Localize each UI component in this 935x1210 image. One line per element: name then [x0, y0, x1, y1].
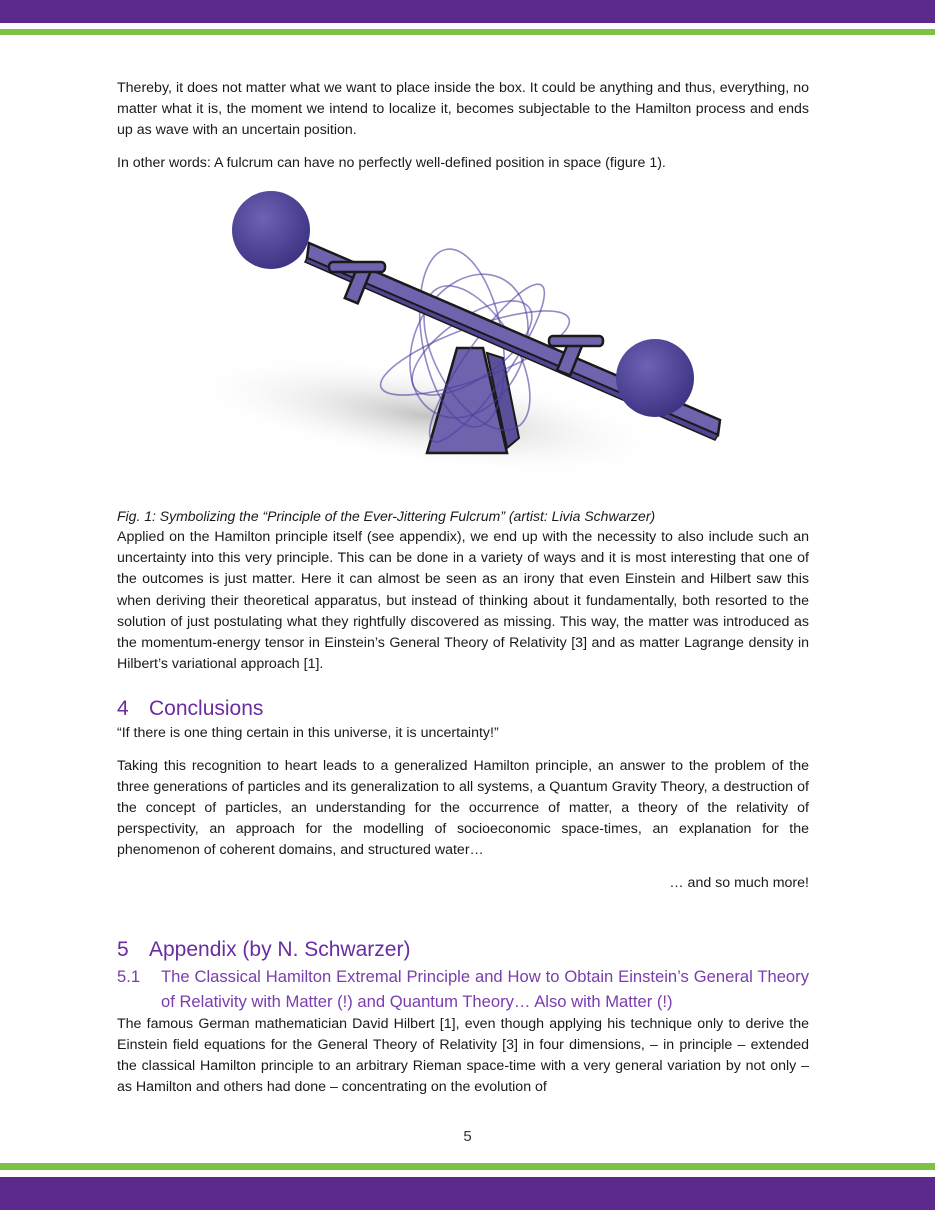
- header-purple-band: [0, 0, 935, 23]
- footer-green-stripe: [0, 1163, 935, 1170]
- section-heading-appendix: [117, 936, 809, 964]
- closing-line: … and so much more!: [669, 874, 809, 891]
- figure-1: [117, 188, 809, 506]
- paragraph: Taking this recognition to heart leads to a generalized Hamilton principle, an answer to the problem of the three generations of particles and its generalization to all systems, a Quantum Gravity Theory, a destruction of the concept of particles, an understanding for the occurrence of matter, a theory of the relativity of perspectivity, an approach for the modelling of socioeconomic space-times, an explanation for the phenomenon of coherent domains, and structured water…: [117, 757, 809, 859]
- subsection-heading-5-1: [117, 964, 809, 1014]
- paragraph: The famous German mathematician David Hilbert [1], even though applying his technique only to derive the Einstein field equations for the General Theory of Relativity [3] in four dimensions, – in principle – extended the classical Hamilton principle to an arbitrary Rieman space-time with a very general variation by not only – as Hamilton and others had done – concentrating on the evolution of: [117, 1015, 809, 1096]
- section-number: 4: [117, 697, 129, 721]
- figure-caption: Fig. 1: Symbolizing the “Principle of the Ever-Jittering Fulcrum” (artist: Livia Schwarzer): [117, 507, 656, 524]
- quote: “If there is one thing certain in this universe, it is uncertainty!”: [117, 725, 499, 742]
- right-ball: [616, 339, 694, 417]
- subsection-number: 5.1: [117, 966, 141, 986]
- footer-purple-band: [0, 1177, 935, 1210]
- seesaw-illustration: [157, 188, 757, 506]
- section-number: 5: [117, 937, 129, 961]
- paragraph: In other words: A fulcrum can have no perfectly well-defined position in space (figure 1).: [117, 154, 666, 171]
- paragraph: Thereby, it does not matter what we want to place inside the box. It could be anything and thus, everything, no matter what it is, the moment we intend to localize it, becomes subjectable to the Hamilton process and ends up as wave with an uncertain position.: [117, 80, 809, 139]
- header-green-stripe: [0, 29, 935, 35]
- page-number: 5: [463, 1128, 472, 1145]
- section-title: Conclusions: [149, 697, 264, 721]
- left-ball: [232, 191, 310, 269]
- subsection-title: The Classical Hamilton Extremal Principle and How to Obtain Einstein’s General Theory of Relativity with Matter (!) and Quantum Theory… Also with Matter (!): [161, 966, 809, 1011]
- section-heading-conclusions: [117, 695, 809, 723]
- page-content: [117, 78, 809, 1099]
- paragraph: Applied on the Hamilton principle itself (see appendix), we end up with the necessity to also include such an uncertainty into this very principle. This can be done in a variety of ways and it is most interesting that one of the outcomes is just matter. Here it can almost be seen as an irony that even Einstein and Hilbert saw this when deriving their theoretical apparatus, but instead of thinking about it fundamentally, both resorted to the solution of just postulating what they rightfully discovered as missing. This way, the matter was introduced as the momentum-energy tensor in Einstein’s General Theory of Relativity [3] and as matter Lagrange density in Hilbert’s variational approach [1].: [117, 529, 809, 673]
- section-title: Appendix (by N. Schwarzer): [149, 937, 411, 961]
